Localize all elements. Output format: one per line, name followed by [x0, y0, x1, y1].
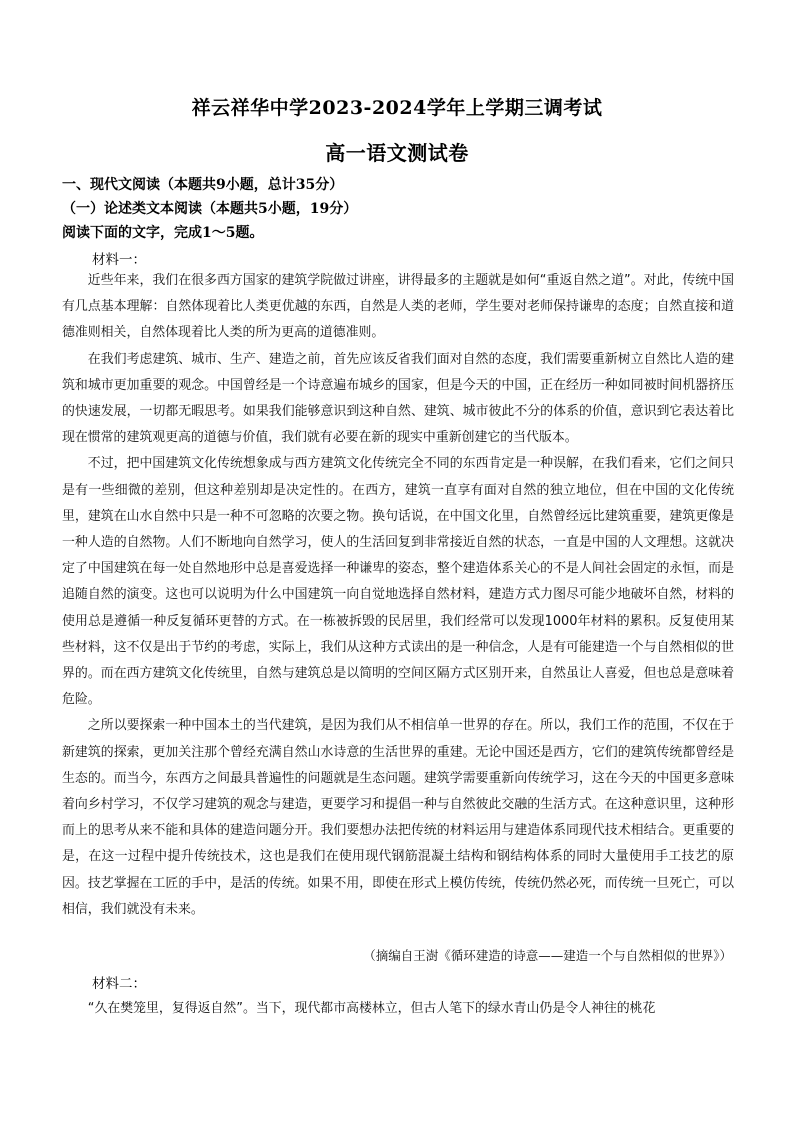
- material-two-body: [62, 996, 734, 1022]
- material-two-label: 材料二：: [92, 976, 146, 992]
- paragraph: “久在樊笼里，复得返自然”。当下，现代都市高楼林立，但古人笔下的绿水青山仍是令人神往的桃花: [87, 1001, 656, 1016]
- exam-subtitle: 高一语文测试卷: [325, 141, 469, 165]
- reading-instruction: 阅读下面的文字，完成1～5题。: [62, 225, 264, 241]
- paragraph: 在我们考虑建筑、城市、生产、建造之前，首先应该反省我们面对自然的态度，我们需要重新树立自然比人造的建筑和城市更加重要的观念。中国曾经是一个诗意遍布城乡的国家，但是今天的中国，正在经历一种如同被时间机器挤压的快速发展，一切都无暇思考。如果我们能够意识到这种自然、建筑、城市彼此不分的体系的价值，意识到它表达着比现在惯常的建筑观更高的道德与价值，我们就有必要在新的现实中重新创建它的当代版本。: [62, 351, 734, 446]
- section-heading: 一、现代文阅读（本题共9小题，总计35分）: [62, 177, 344, 193]
- material-one-label: 材料一：: [92, 252, 146, 268]
- material-one-source: （摘编自王澍《循环建造的诗意——建造一个与自然相似的世界》）: [363, 948, 732, 963]
- material-one-body: [62, 268, 734, 923]
- paragraph: 不过，把中国建筑文化传统想象成与西方建筑文化传统完全不同的东西肯定是一种误解，在我们看来，它们之间只是有一些细微的差别，但这种差别却是决定性的。在西方，建筑一直享有面对自然的独立地位，但在中国的文化传统里，建筑在山水自然中只是一种不可忽略的次要之物。换句话说，在中国文化里，自然曾经远比建筑重要，建筑更像是一种人造的自然物。人们不断地向自然学习，使人的生活回复到非常接近自然的状态，一直是中国的人文理想。这就决定了中国建筑在每一处自然地形中总是喜爱选择一种谦卑的姿态，整个建造体系关心的不是人间社会固定的永恒，而是追随自然的演变。这也可以说明为什么中国建筑一向自觉地选择自然材料，建造方式力图尽可能少地破坏自然，材料的使用总是遵循一种反复循环更替的方式。在一栋被拆毁的民居里，我们经常可以发现1000年材料的累积。反复使用某些材料，这不仅是出于节约的考虑，实际上，我们从这种方式读出的是一种信念，人是有可能建造一个与自然相似的世界的。而在西方建筑文化传统里，自然与建筑总是以简明的空间区隔方式区别开来，自然虽让人喜爱，但也总是意味着危险。: [62, 456, 734, 708]
- paragraph: 近些年来，我们在很多西方国家的建筑学院做过讲座，讲得最多的主题就是如何“重返自然之道”。对此，传统中国有几点基本理解：自然体现着比人类更优越的东西，自然是人类的老师，学生要对老师保持谦卑的态度；自然直接和道德准则相关，自然体现着比人类的所为更高的道德准则。: [62, 273, 734, 341]
- subsection-heading: （一）论述类文本阅读（本题共5小题，19分）: [62, 201, 358, 217]
- paragraph: 之所以要探索一种中国本土的当代建筑，是因为我们从不相信单一世界的存在。所以，我们工作的范围，不仅在于新建筑的探索，更加关注那个曾经充满自然山水诗意的生活世界的重建。无论中国还是西方，它们的建筑传统都曾经是生态的。而当今，东西方之间最具普遍性的问题就是生态问题。建筑学需要重新向传统学习，这在今天的中国更多意味着向乡村学习，不仅学习建筑的观念与建造，更要学习和提倡一种与自然彼此交融的生活方式。在这种意识里，这种形而上的思考从来不能和具体的建造问题分开。我们要想办法把传统的材料运用与建造体系同现代技术相结合。更重要的是，在这一过程中提升传统技术，这也是我们在使用现代钢筋混凝土结构和钢结构体系的同时大量使用手工技艺的原因。技艺掌握在工匠的手中，是活的传统。如果不用，即使在形式上模仿传统，传统仍然必死，而传统一旦死亡，可以相信，我们就没有未来。: [62, 718, 734, 917]
- exam-title: 祥云祥华中学2023-2024学年上学期三调考试: [191, 97, 603, 119]
